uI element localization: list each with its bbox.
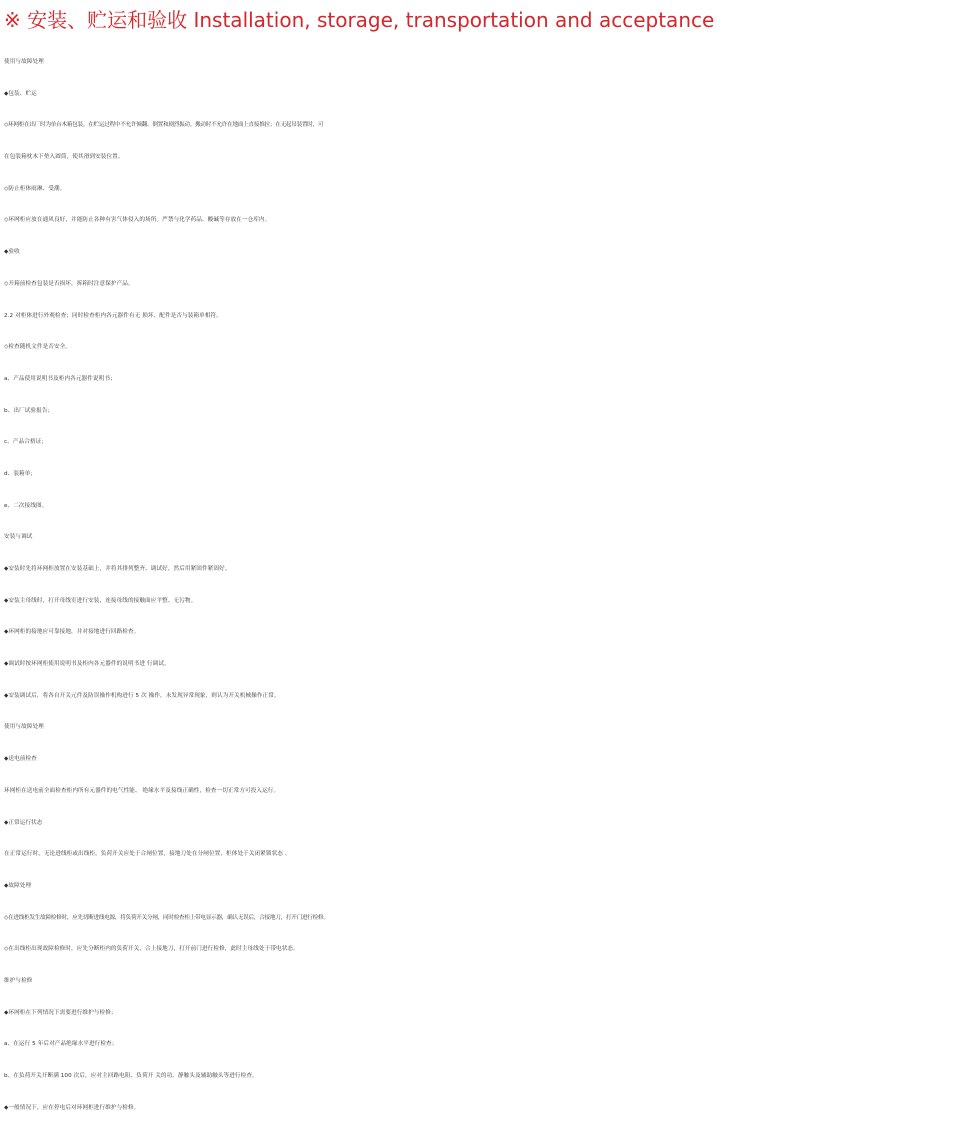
paragraph-fault-incoming: ◇在进线柜发生故障检修时，应先切断进线电源，将负荷开关分闸，同时检查柜上带电显示器，确认无误后，合接地刀，打开门进行检修。 [4, 914, 329, 921]
paragraph-packaging-1: ◇环网柜在出厂时为单台木箱包装。在贮运过程中不允许倾翻、倒置和剧烈振动。搬动时不允许在地面上直接推拉；在无起吊装置时，可 [4, 122, 324, 129]
list-item-maintenance-a: a、在运行 5 年后对产品绝缘水平进行检查； [4, 1041, 118, 1048]
paragraph-packaging-2: 在包装箱枕木下垫入圆筒，使其滑到安装位置。 [4, 154, 124, 161]
document-body [4, 47, 962, 1124]
section-heading-usage-2: 使用与故障处理 [4, 724, 44, 731]
list-item-a: a、产品使用说明书及柜内各元器件说明书； [4, 375, 116, 382]
subheading-acceptance: ◆验收 [4, 249, 20, 256]
paragraph-installation-2: ◆安装主母线时，打开母线室进行安装，连接母线的接触面应平整、无污物。 [4, 597, 197, 604]
paragraph-operation-test: ◆安装调试后，将各自开关元件及防误操作机构进行 5 次 操作，未发现异常现象，则认为开关机械操作正常。 [4, 692, 280, 699]
section-heading-installation: 安装与调试 [4, 534, 33, 541]
paragraph-maintenance-intro: ◆环网柜在下列情况下需要进行维护与检修； [4, 1009, 117, 1016]
section-title: ※ 安装、贮运和验收 Installation, storage, transportation and acceptance [4, 8, 715, 32]
paragraph-normal-operation: 在正常运行时，无论进线柜或出线柜，负荷开关应处于合闸位置，接地刀处在分闸位置，柜体处于关闭紧锁状态 。 [4, 851, 291, 858]
subheading-pre-energize-check: ◆送电前检查 [4, 756, 37, 763]
list-item-e: e、二次接线图。 [4, 502, 48, 509]
paragraph-ventilation: ◇环网柜应放在通风良好，并能防止各种有害气体侵入的场所。严禁与化学药品、酸碱等存放在一仓库内。 [4, 217, 271, 224]
paragraph-installation-1: ◆安装时先将环网柜放置在安装基础上，并将其排列整齐、调试好，然后用紧固件紧固好。 [4, 566, 231, 572]
subheading-packaging-storage: ◆包装、贮运 [4, 90, 37, 97]
section-heading-maintenance: 维护与检修 [4, 977, 33, 984]
paragraph-pre-energize: 环网柜在送电前全面检查柜内所有元器件的电气性能、 绝缘水平及接线正确性，检查一切正常方可投入运行。 [4, 787, 280, 794]
section-heading-usage: 使用与故障处理 [4, 59, 44, 65]
paragraph-debugging: ◆调试时按环网柜使用说明书及柜内各元器件的说明书进 行调试。 [4, 661, 170, 668]
paragraph-documents-check: ◇检查随机文件是否安全。 [4, 344, 72, 351]
list-item-b: b、出厂试验报告； [4, 407, 54, 414]
paragraph-unpacking: ◇开箱前检查包装是否损坏，拆箱时注意保护产品。 [4, 280, 134, 287]
paragraph-fault-outgoing: ◇在出线柜出现故障检修时，应先分断柜内的负荷开关，合上接地刀，打开前门进行检修，此时主母线处于带电状态。 [4, 946, 299, 953]
list-item-maintenance-b: b、在负荷开关开断满 100 次后，应对主回路电阻、负荷开 关的功、静触头及辅助触头等进行检查。 [4, 1073, 258, 1079]
subheading-normal-operation: ◆正常运行状态 [4, 819, 43, 826]
list-item-c: c、产品合格证； [4, 439, 48, 446]
paragraph-rain-moisture: ◇防止柜体雨淋、受潮。 [4, 185, 66, 192]
paragraph-visual-inspection: 2.2 对柜体进行外观检查；同时检查柜内各元器件有无 损坏、配件是否与装箱单相符。 [4, 312, 222, 319]
paragraph-grounding: ◆环网柜的接地应可靠接地，并对接地进行回路检查。 [4, 629, 140, 636]
list-item-d: d、装箱单； [4, 470, 37, 477]
paragraph-maintenance-general: ◆一般情况下，应在停电后对环网柜进行维护与检修。 [4, 1104, 140, 1111]
subheading-fault-handling: ◆故障处理 [4, 882, 32, 889]
